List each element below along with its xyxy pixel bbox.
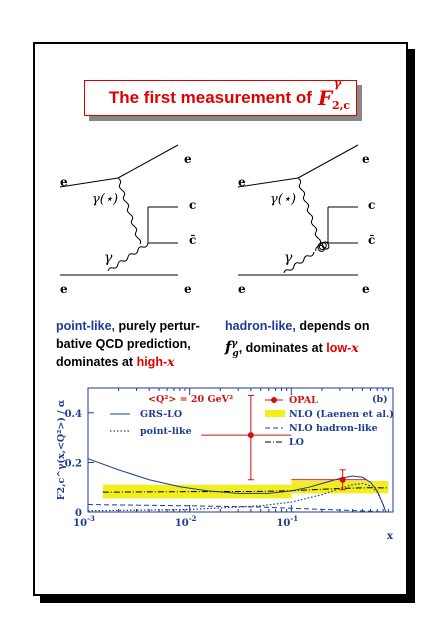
- q2-label: <Q²> = 20 GeV²: [148, 394, 234, 405]
- text-hadron-like: hadron-like,: [225, 319, 296, 333]
- legend-label-lo: LO: [289, 437, 304, 448]
- label-gamma-star-right: γ(⋆): [270, 192, 297, 207]
- text-point-like: point-like,: [56, 319, 116, 333]
- legend-label-point-like: point-like: [140, 426, 192, 437]
- label-e-bottom-left-right: e: [238, 282, 246, 296]
- label-e-in-right: e: [238, 175, 246, 189]
- text-right-line1: depends on: [295, 319, 370, 333]
- y-tick-label: 0: [75, 508, 82, 519]
- text-left-line2: bative QCD prediction,: [56, 337, 191, 351]
- legend-swatch-nlo: [265, 410, 285, 417]
- text-high: high-: [136, 355, 168, 369]
- text-left-line1: purely pertur-: [115, 319, 200, 333]
- panel-label: (b): [372, 394, 388, 405]
- label-e-out-left: e: [184, 152, 192, 166]
- title-symbol: F γ 2,c: [317, 77, 351, 112]
- y-axis-label: F2,c^γ(x,<Q²>) / α: [56, 399, 67, 501]
- label-c-right: c: [368, 198, 376, 212]
- x-axis-label: x: [387, 531, 393, 542]
- legend-label-nlo: NLO (Laenen et al.): [289, 409, 394, 420]
- legend-label-nlo-hadron: NLO hadron-like: [289, 423, 378, 434]
- label-e-out-right: e: [362, 152, 370, 166]
- y-tick-label: 0.4: [64, 408, 82, 420]
- text-fg-sub: g: [232, 349, 239, 359]
- text-fg-sup: γ: [231, 339, 238, 349]
- text-low-x: x: [351, 340, 359, 355]
- text-left-line3: dominates at: [56, 355, 137, 369]
- label-e-bottom-left: e: [60, 282, 68, 296]
- label-gamma-left: γ: [104, 250, 113, 266]
- legend-marker-opal: [271, 397, 277, 403]
- legend-label-grs-lo: GRS-LO: [140, 409, 183, 420]
- title-subscript: 2,c: [331, 99, 351, 112]
- x-tick-label: $10^{-2}$: [174, 514, 197, 529]
- label-e-bottom-right-left: e: [184, 282, 192, 296]
- title-superscript: γ: [333, 77, 342, 90]
- opal-point-0: [248, 432, 254, 438]
- label-cbar-left: c̄: [189, 233, 197, 247]
- y-tick-label: 0.2: [64, 458, 82, 470]
- nlo-band-segment-0: [103, 485, 291, 499]
- label-gamma-star-left: γ(⋆): [92, 192, 119, 207]
- label-e-in-left: e: [60, 175, 68, 189]
- curve-nlo-hadron-like: [88, 505, 383, 512]
- label-c-left: c: [189, 198, 197, 212]
- text-fg: $f^\gamma_g$: [225, 338, 239, 359]
- x-tick-label: $10^{-1}$: [276, 514, 299, 529]
- text-high-x: x: [167, 354, 175, 369]
- text-right-line2: , dominates at: [238, 341, 327, 355]
- x-tick-label: $10^{-3}$: [73, 514, 95, 529]
- label-cbar-right: c̄: [368, 233, 376, 247]
- legend-label-opal: OPAL: [289, 395, 318, 406]
- text-low: low-: [326, 341, 352, 355]
- label-e-bottom-right-right: e: [362, 282, 370, 296]
- opal-point-1: [340, 477, 346, 483]
- title-prefix: The first measurement of: [108, 88, 312, 107]
- label-gamma-right: γ: [284, 250, 293, 266]
